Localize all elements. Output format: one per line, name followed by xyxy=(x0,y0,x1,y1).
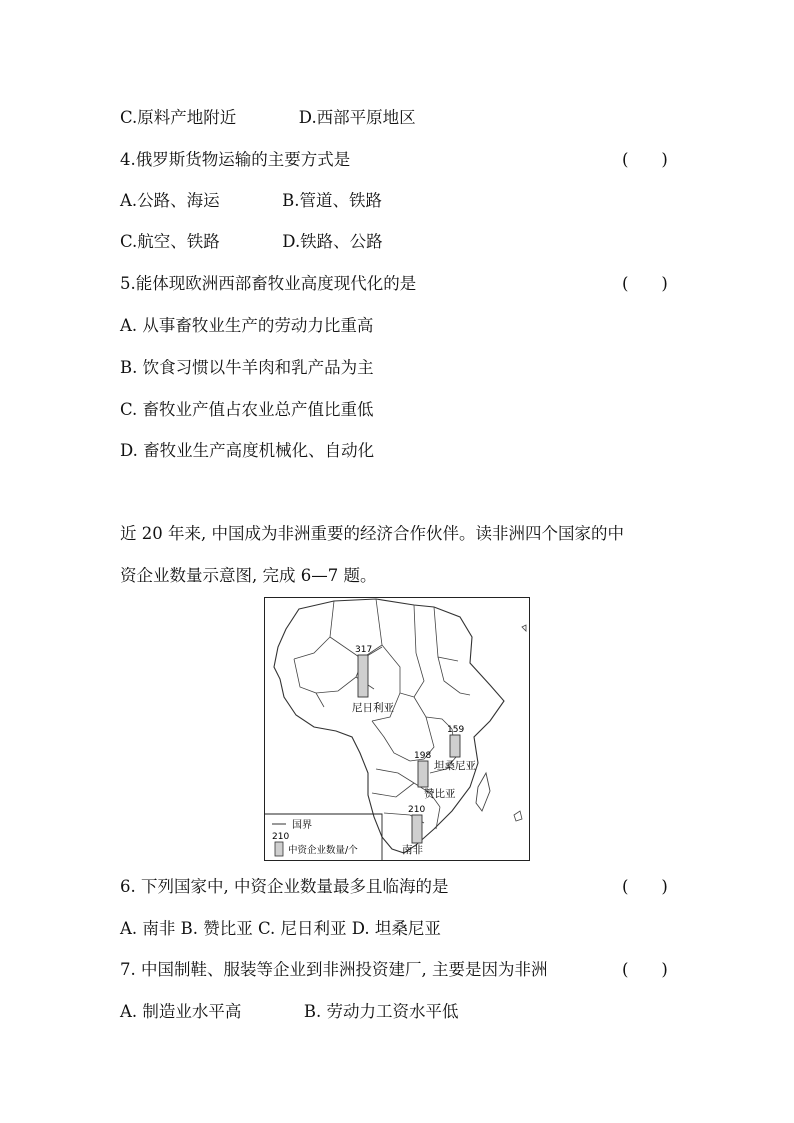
nigeria-bar xyxy=(358,655,368,697)
q7-options-ab xyxy=(120,1000,459,1024)
q4-options-cd xyxy=(120,230,383,254)
q3-option-d: D.西部平原地区 xyxy=(298,108,416,127)
legend-border-label: 国界 xyxy=(292,820,312,831)
africa-map xyxy=(264,597,530,861)
q7-option-b: B. 劳动力工资水平低 xyxy=(303,1002,459,1021)
legend-sample-value: 210 xyxy=(272,832,290,842)
q5-option-c: C. 畜牧业产值占农业总产值比重低 xyxy=(120,400,374,419)
tanzania-label: 坦桑尼亚 xyxy=(434,760,476,772)
intro-line-1: 近 20 年来, 中国成为非洲重要的经济合作伙伴。读非洲四个国家的中 xyxy=(120,524,624,543)
zambia-label: 赞比亚 xyxy=(424,788,456,800)
q5-option-b: B. 饮食习惯以牛羊肉和乳产品为主 xyxy=(120,358,374,377)
q4-stem: 4.俄罗斯货物运输的主要方式是 xyxy=(120,150,351,169)
tanzania-value: 159 xyxy=(447,725,465,735)
q5-option-d: D. 畜牧业生产高度机械化、自动化 xyxy=(120,441,375,460)
q5-option-a: A. 从事畜牧业生产的劳动力比重高 xyxy=(120,316,374,335)
q7-answer-paren: ( ) xyxy=(622,960,668,979)
q3-option-c: C.原料产地附近 xyxy=(120,108,237,127)
south-africa-label: 南非 xyxy=(402,844,423,856)
q4-answer-paren: ( ) xyxy=(622,150,668,169)
q7-stem: 7. 中国制鞋、服装等企业到非洲投资建厂, 主要是因为非洲 xyxy=(120,960,548,979)
africa-map-figure xyxy=(264,597,530,861)
q4-option-a: A.公路、海运 xyxy=(120,191,220,210)
nigeria-label: 尼日利亚 xyxy=(352,702,394,714)
zambia-value: 198 xyxy=(414,751,432,761)
legend-bar-label: 中资企业数量/个 xyxy=(288,845,358,856)
q5-answer-paren: ( ) xyxy=(622,274,668,293)
south-africa-value: 210 xyxy=(408,805,426,815)
q7-option-a: A. 制造业水平高 xyxy=(120,1002,242,1021)
q4-options-ab xyxy=(120,189,382,213)
q4-option-c: C.航空、铁路 xyxy=(120,232,220,251)
q6-answer-paren: ( ) xyxy=(622,877,668,896)
q5-stem: 5.能体现欧洲西部畜牧业高度现代化的是 xyxy=(120,274,417,293)
q6-stem: 6. 下列国家中, 中资企业数量最多且临海的是 xyxy=(120,877,449,896)
q3-options-cd xyxy=(120,106,416,130)
q4-option-d: D.铁路、公路 xyxy=(282,232,383,251)
legend-bar-symbol xyxy=(275,842,283,856)
tanzania-bar xyxy=(450,735,460,757)
zambia-bar xyxy=(418,761,428,787)
q4-option-b: B.管道、铁路 xyxy=(282,191,383,210)
nigeria-value: 317 xyxy=(355,645,373,655)
south-africa-bar xyxy=(412,815,422,843)
q6-options: A. 南非 B. 赞比亚 C. 尼日利亚 D. 坦桑尼亚 xyxy=(120,919,441,938)
intro-line-2: 资企业数量示意图, 完成 6—7 题。 xyxy=(120,566,377,585)
